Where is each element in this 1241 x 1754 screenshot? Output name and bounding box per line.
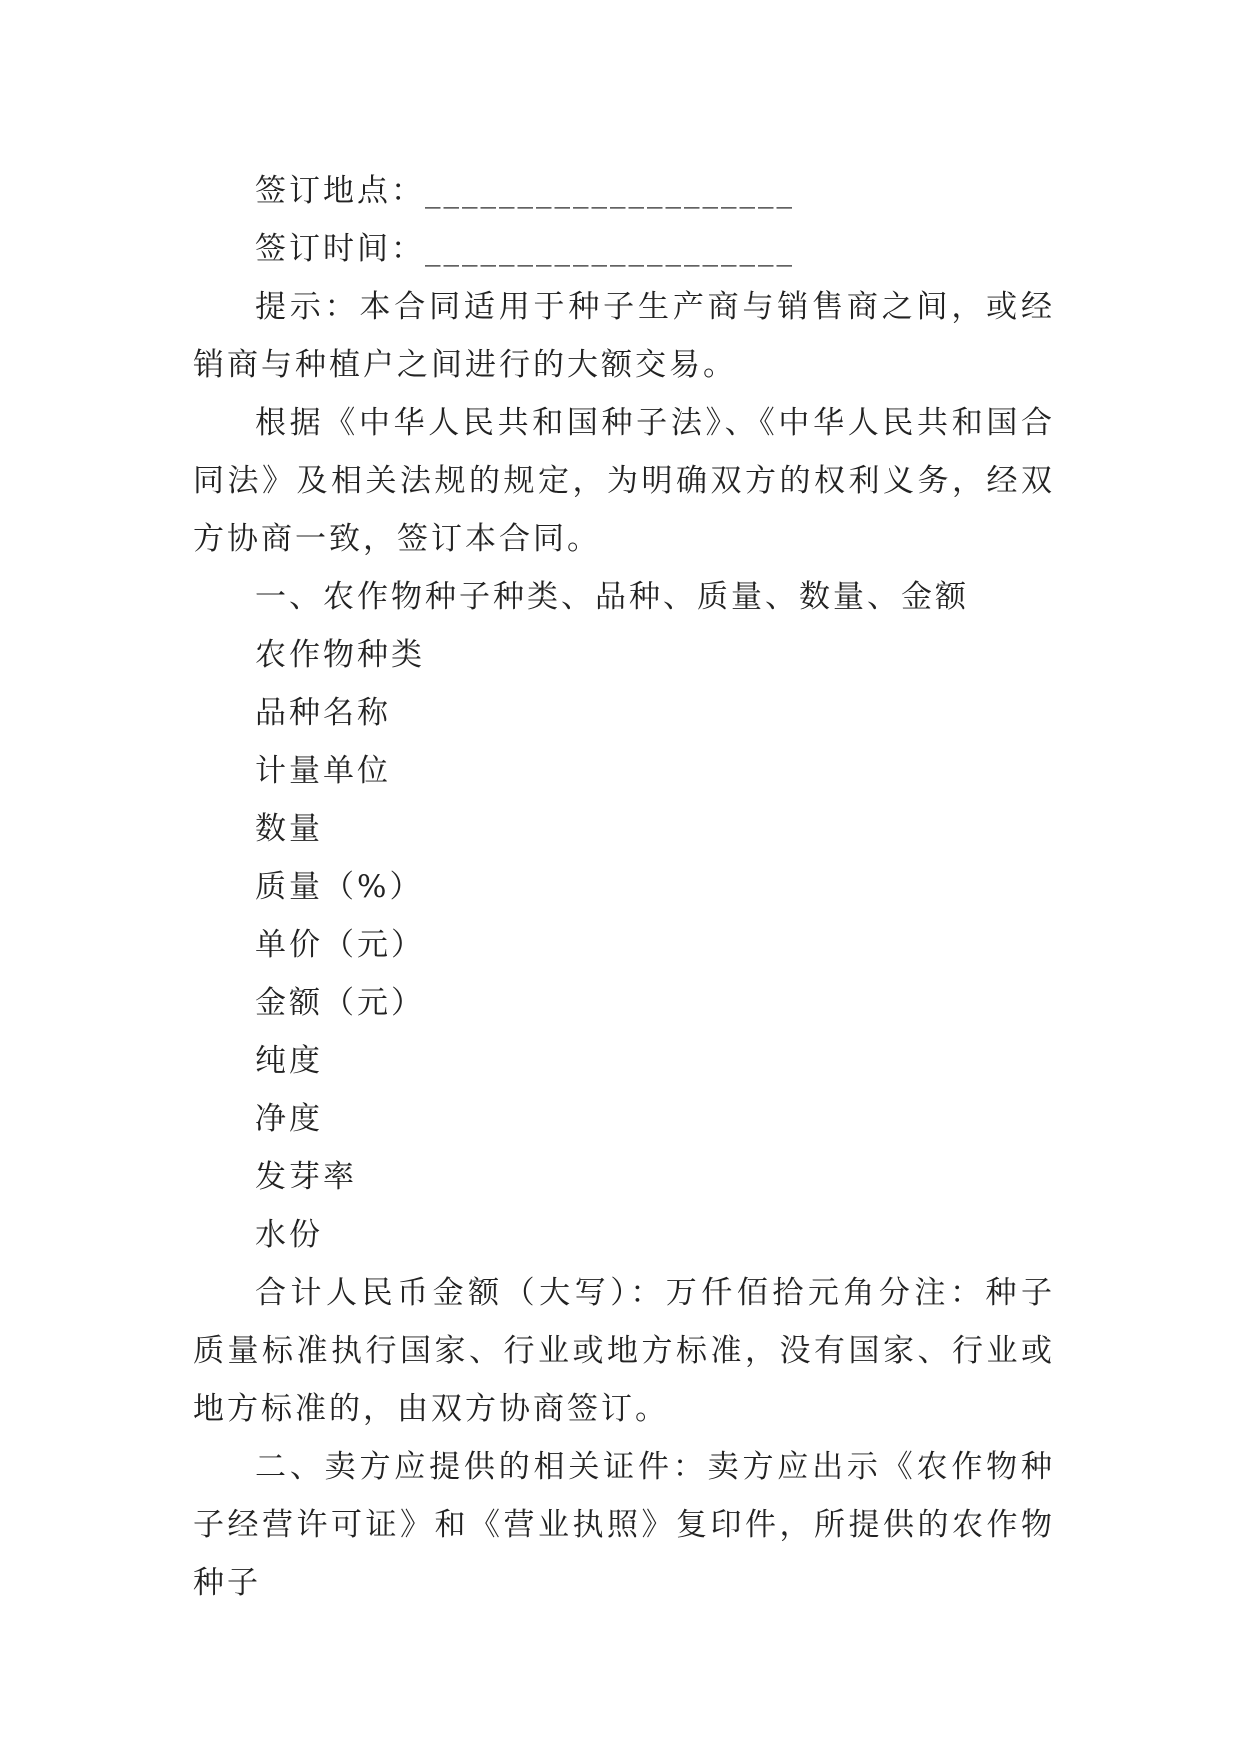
hint-paragraph: 提示：本合同适用于种子生产商与销售商之间，或经销商与种植户之间进行的大额交易。	[193, 289, 1055, 383]
item-crop-type: 农作物种类	[255, 637, 425, 673]
item-germination-rate: 发芽率	[255, 1159, 357, 1195]
sign-place-blank: ____________________	[425, 173, 795, 209]
sign-time-label: 签订时间：	[255, 231, 425, 267]
sign-time-line	[193, 220, 1055, 278]
section-2-paragraph: 二、卖方应提供的相关证件：卖方应出示《农作物种子经营许可证》和《营业执照》复印件，所提供的农作物种子	[193, 1449, 1055, 1601]
basis-paragraph: 根据《中华人民共和国种子法》、《中华人民共和国合同法》及相关法规的规定，为明确双方的权利义务，经双方协商一致，签订本合同。	[193, 405, 1055, 557]
item-amount: 金额（元）	[255, 985, 425, 1021]
item-cleanliness: 净度	[255, 1101, 323, 1137]
section-1-title: 一、农作物种子种类、品种、质量、数量、金额	[255, 579, 969, 615]
sign-place-label: 签订地点：	[255, 173, 425, 209]
item-purity: 纯度	[255, 1043, 323, 1079]
sign-place-line	[193, 162, 1055, 220]
item-quantity: 数量	[255, 811, 323, 847]
item-unit: 计量单位	[255, 753, 391, 789]
item-unit-price: 单价（元）	[255, 927, 425, 963]
sign-time-blank: ____________________	[425, 231, 795, 267]
item-variety-name: 品种名称	[255, 695, 391, 731]
item-moisture: 水份	[255, 1217, 323, 1253]
contract-page	[193, 162, 1055, 1612]
item-quality: 质量（%）	[255, 869, 424, 905]
total-paragraph: 合计人民币金额（大写）：万仟佰拾元角分注：种子质量标准执行国家、行业或地方标准，没有国家、行业或地方标准的，由双方协商签订。	[193, 1275, 1055, 1427]
